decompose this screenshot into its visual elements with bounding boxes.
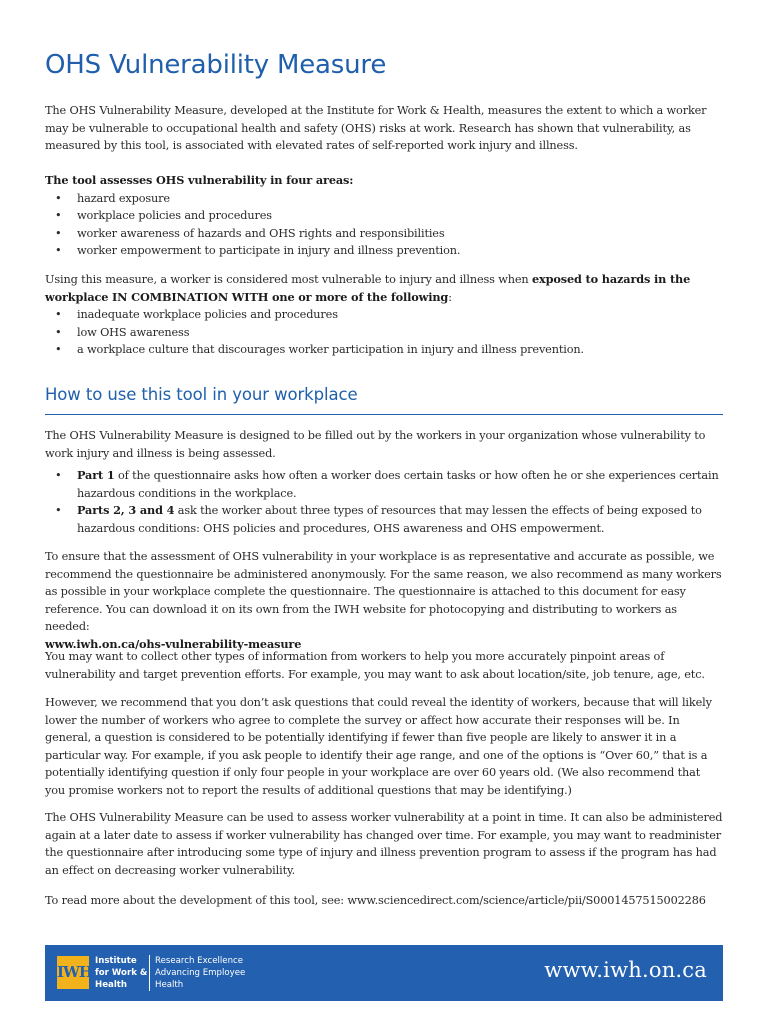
areas-block [45,172,723,260]
list-item: • hazard exposure [45,190,723,208]
intro-paragraph: The OHS Vulnerability Measure, developed at the Institute for Work & Health, measures the extent to which a worker may be vulnerable to occupational health and safety (OHS) risks at work. Research has shown that vulnerability, as measured by this tool, is associated with elevated rates of self-reported work injury and illness. [45,104,707,153]
section-heading: How to use this tool in your workplace [45,385,358,404]
list-item: • low OHS awareness [45,324,723,342]
parts-list [45,467,723,537]
areas-heading: The tool assesses OHS vulnerability in four areas: [45,173,354,187]
vulnerable-paragraph: Using this measure, a worker is considered most vulnerable to injury and illness when exposed to hazards in the workplace IN COMBINATION WITH one or more of the following: [45,272,691,304]
anonymity-block [45,548,723,654]
howto-paragraph-2: To ensure that the assessment of OHS vulnerability in your workplace is as representative and accurate as possible, we recommend the questionnaire be administered anonymously. For the same reason, we also recommend as many workers as possible in your workplace complete the questionnaire. The questionnaire is attached to this document for easy reference. You can download it on its own from the IWH website for photocopying and distributing to workers as needed: [45,550,722,634]
vulnerable-list [45,306,723,359]
org-name: Institute for Work & Health [95,956,148,990]
iwh-logo-icon: IWH [57,956,89,989]
list-item: • inadequate workplace policies and procedures [45,306,723,324]
page-title: OHS Vulnerability Measure [45,50,387,80]
download-link[interactable]: www.iwh.on.ca/ohs-vulnerability-measure [45,636,302,651]
reference-paragraph: To read more about the development of this tool, see: www.sciencedirect.com/science/article/pii/S0001457515002286 [45,894,706,907]
list-item: • worker awareness of hazards and OHS rights and responsibilities [45,225,723,243]
howto-paragraph-1: The OHS Vulnerability Measure is designed to be filled out by the workers in your organization whose vulnerability to work injury and illness is being assessed. [45,429,706,460]
howto-paragraph-4: However, we recommend that you don’t ask questions that could reveal the identity of workers, because that will likely lower the number of workers who agree to complete the survey or affect how accurate their responses will be. In general, a question is considered to be potentially identifying if fewer than five people are likely to answer it in a particular way. For example, if you ask people to identify their age range, and one of the options is “Over 60,” that is a potentially identifying question if only four people in your workplace are over 60 years old. (We also recommend that you promise workers not to report the results of additional questions that may be identifying.) [45,696,712,797]
list-item: • worker empowerment to participate in injury and illness prevention. [45,242,723,260]
list-item: • a workplace culture that discourages worker participation in injury and illness prevention. [45,341,723,359]
section-divider [45,414,723,415]
vulnerable-block [45,271,723,359]
footer-banner [45,945,723,1001]
list-item: • workplace policies and procedures [45,207,723,225]
areas-list [45,190,723,260]
list-item-parts-2-3-4: • Parts 2, 3 and 4 ask the worker about three types of resources that may lessen the effects of being exposed to hazardous conditions: OHS policies and procedures, OHS awareness and OHS empowerment. [45,502,723,537]
howto-paragraph-5: The OHS Vulnerability Measure can be used to assess worker vulnerability at a point in time. It can also be administered again at a later date to assess if worker vulnerability has changed over time. For example, you may want to readminister the questionnaire after introducing some type of injury and illness prevention program to assess if the program has had an effect on decreasing worker vulnerability. [45,811,723,877]
howto-paragraph-3: You may want to collect other types of information from workers to help you more accurately pinpoint areas of vulnerability and target prevention efforts. For example, you may want to ask about location/site, job tenure, age, etc. [45,650,705,681]
website-link[interactable]: www.iwh.on.ca [544,958,707,982]
list-item-part-1: • Part 1 of the questionnaire asks how often a worker does certain tasks or how often he or she experiences certain hazardous conditions in the workplace. [45,467,723,502]
footer-divider [149,955,150,991]
tagline: Research Excellence Advancing Employee Health [155,956,246,990]
